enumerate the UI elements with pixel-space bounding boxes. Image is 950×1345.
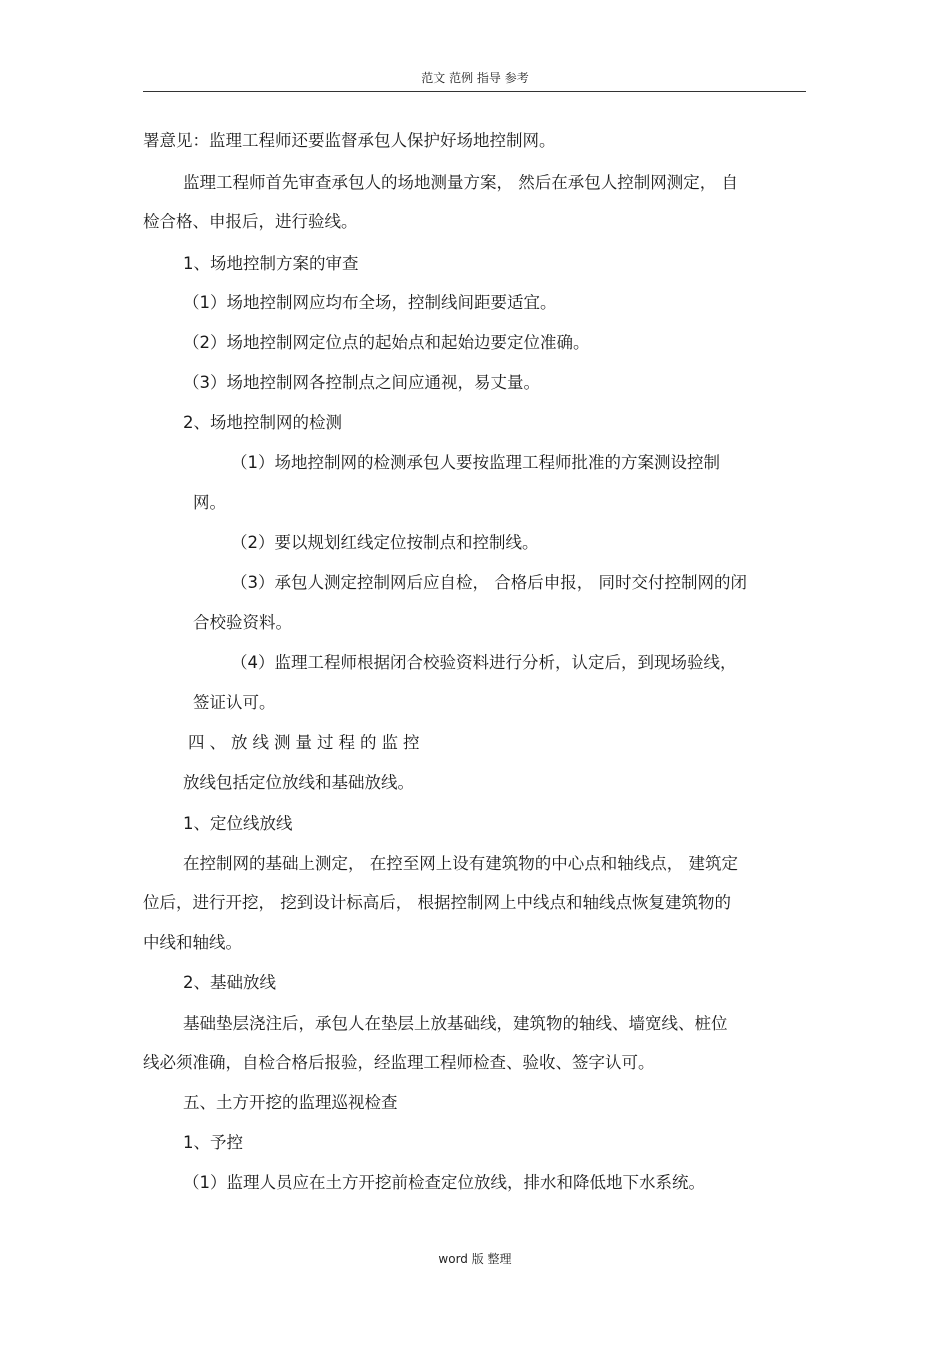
section-heading: 四、放线测量过程的监控 [188,733,425,752]
section-heading: 1、场地控制方案的审查 [183,254,359,273]
paragraph-line: 检合格、申报后，进行验线。 [143,212,358,231]
paragraph-line: 线必须准确，自检合格后报验，经监理工程师检查、验收、签字认可。 [143,1053,655,1072]
page-footer: word 版 整理 [438,1252,512,1266]
paragraph-line: 中线和轴线。 [143,933,242,952]
paragraph-line: 位后，进行开挖， 挖到设计标高后， 根据控制网上中线点和轴线点恢复建筑物的 [143,893,731,912]
paragraph-line: 网。 [193,493,226,512]
paragraph-line: 在控制网的基础上测定， 在控至网上设有建筑物的中心点和轴线点， 建筑定 [183,854,738,873]
section-heading: 2、场地控制网的检测 [183,413,342,432]
paragraph-line: 基础垫层浇注后，承包人在垫层上放基础线，建筑物的轴线、墙宽线、桩位 [183,1014,728,1033]
list-item: （1）监理人员应在土方开挖前检查定位放线，排水和降低地下水系统。 [183,1173,705,1192]
paragraph-line: 署意见：监理工程师还要监督承包人保护好场地控制网。 [143,131,556,150]
list-item: （3）场地控制网各控制点之间应通视，易丈量。 [183,373,540,392]
list-item: （1）场地控制网应均布全场，控制线间距要适宜。 [183,293,557,312]
paragraph-line: 合校验资料。 [193,613,292,632]
section-heading: 2、基础放线 [183,973,276,992]
list-item: （1）场地控制网的检测承包人要按监理工程师批准的方案测设控制 [231,453,720,472]
list-item: （2）要以规划红线定位按制点和控制线。 [231,533,539,552]
paragraph-line: 监理工程师首先审查承包人的场地测量方案， 然后在承包人控制网测定， 自 [183,173,738,192]
paragraph-line: 放线包括定位放线和基础放线。 [183,773,414,792]
list-item: （3）承包人测定控制网后应自检， 合格后申报， 同时交付控制网的闭 [231,573,747,592]
paragraph-line: 签证认可。 [193,693,276,712]
header-divider [143,91,806,92]
section-heading: 五、土方开挖的监理巡视检查 [183,1093,398,1112]
section-heading: 1、定位线放线 [183,814,293,833]
list-item: （4）监理工程师根据闭合校验资料进行分析，认定后，到现场验线， [231,653,737,672]
page-header: 范文 范例 指导 参考 [421,71,529,85]
list-item: （2）场地控制网定位点的起始点和起始边要定位准确。 [183,333,590,352]
section-heading: 1、予控 [183,1133,243,1152]
